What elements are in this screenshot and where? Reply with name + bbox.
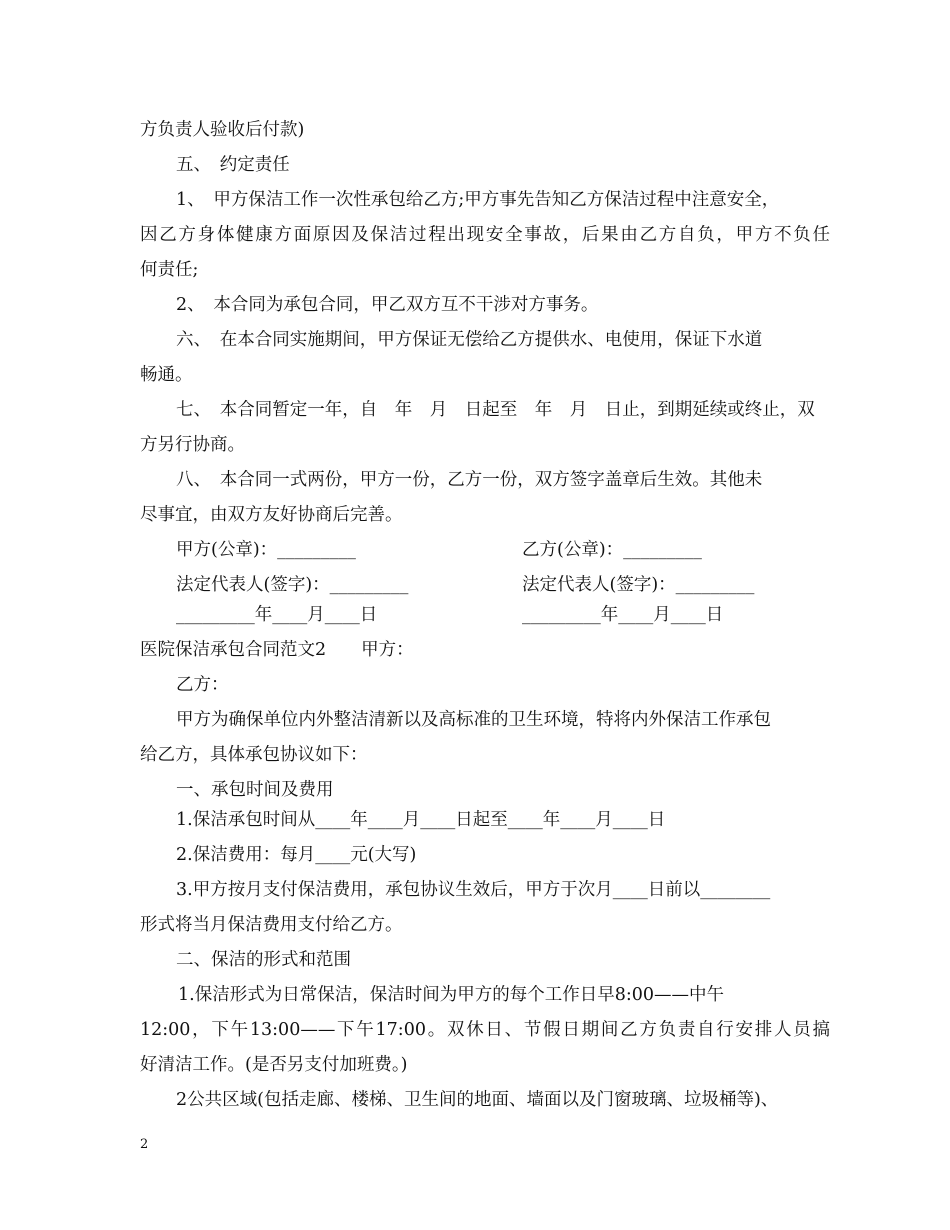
text-line: 畅通。 (140, 365, 193, 385)
signature-party-a-rep: 法定代表人(签字)：_________ (176, 575, 409, 595)
text-line: 12:00，下午13:00——下午17:00。双休日、节假日期间乙方负责自行安排人员搞 (140, 1020, 830, 1040)
signature-party-a-date: _________年____月____日 (176, 605, 378, 625)
text-line: 好清洁工作。(是否另支付加班费。) (140, 1055, 408, 1075)
text-line: 给乙方，具体承包协议如下： (140, 745, 368, 765)
text-line: 方另行协商。 (140, 435, 245, 455)
section-heading: 五、 约定责任 (176, 155, 290, 175)
page-number: 2 (140, 1137, 149, 1152)
text-line: 方负责人验收后付款) (140, 120, 305, 140)
section-heading: 六、 在本合同实施期间，甲方保证无偿给乙方提供水、电使用，保证下水道 (176, 330, 763, 350)
text-line: 2、 本合同为承包合同，甲乙双方互不干涉对方事务。 (176, 295, 599, 315)
text-line: 1.保洁承包时间从____年____月____日起至____年____月____日 (176, 810, 666, 830)
signature-party-b-date: _________年____月____日 (522, 605, 724, 625)
section-heading: 二、保洁的形式和范围 (176, 950, 351, 970)
text-line: 尽事宜，由双方友好协商后完善。 (140, 505, 403, 525)
signature-party-b-rep: 法定代表人(签字)：_________ (522, 575, 755, 595)
text-line: 3.甲方按月支付保洁费用，承包协议生效后，甲方于次月____日前以________ (176, 880, 771, 900)
text-line: 形式将当月保洁费用支付给乙方。 (140, 915, 403, 935)
section-heading: 一、承包时间及费用 (176, 780, 334, 800)
text-line: 1、 甲方保洁工作一次性承包给乙方;甲方事先告知乙方保洁过程中注意安全， (176, 190, 780, 210)
text-line: 1.保洁形式为日常保洁，保洁时间为甲方的每个工作日早8:00——中午 (178, 985, 724, 1005)
text-line: 甲方为确保单位内外整洁清新以及高标准的卫生环境，特将内外保洁工作承包 (176, 710, 771, 730)
signature-party-a-seal: 甲方(公章)：_________ (176, 540, 356, 560)
section-heading: 七、 本合同暂定一年，自 年 月 日起至 年 月 日止，到期延续或终止，双 (176, 400, 815, 420)
text-line: 2.保洁费用：每月____元(大写) (176, 845, 417, 865)
text-line: 乙方： (176, 675, 229, 695)
text-line: 因乙方身体健康方面原因及保洁过程出现安全事故，后果由乙方自负，甲方不负任 (140, 225, 830, 245)
text-line: 何责任; (140, 260, 199, 280)
signature-party-b-seal: 乙方(公章)：_________ (522, 540, 702, 560)
text-line: 2公共区域(包括走廊、楼梯、卫生间的地面、墙面以及门窗玻璃、垃圾桶等)、 (176, 1090, 779, 1110)
document-subtitle: 医院保洁承包合同范文2 甲方： (140, 640, 414, 660)
section-heading: 八、 本合同一式两份，甲方一份，乙方一份，双方签字盖章后生效。其他未 (176, 470, 763, 490)
